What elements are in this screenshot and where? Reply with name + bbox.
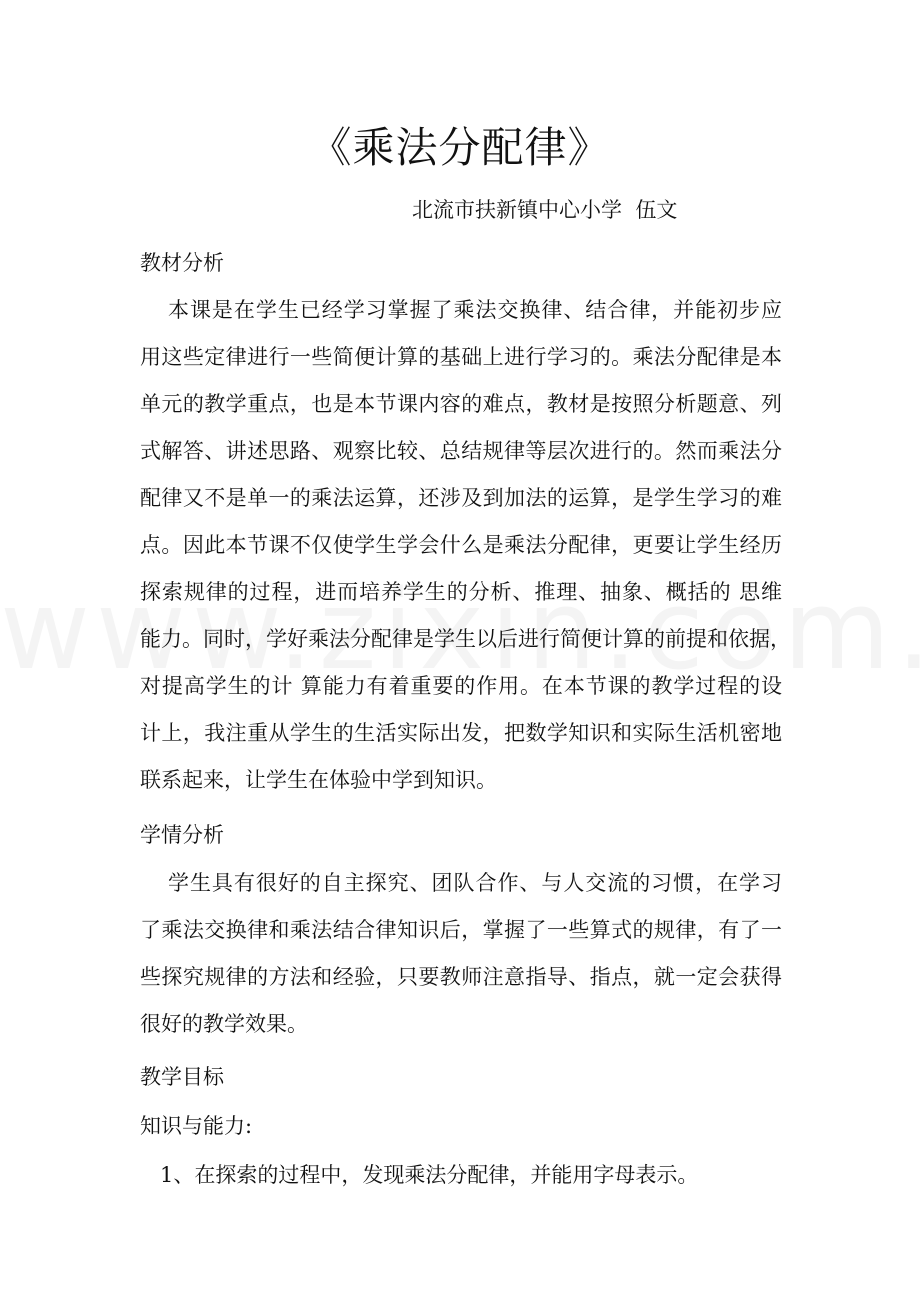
student-analysis-paragraph <box>140 860 782 1048</box>
paragraph-line: 学生具有很好的自主探究、团队合作、与人交流的习惯，在学习 <box>168 871 782 895</box>
goal-item-1: 1、在探索的过程中，发现乘法分配律，并能用字母表示。 <box>160 1163 699 1187</box>
paragraph-line: 配律又不是单一的乘法运算，还涉及到加法的运算，是学生学习的难 <box>140 486 782 510</box>
paragraph-line: 探索规律的过程，进而培养学生的分析、推理、抽象、概括的 思维 <box>140 580 782 604</box>
paragraph-line: 很好的教学效果。 <box>140 1012 308 1036</box>
paragraph-line: 单元的教学重点，也是本节课内容的难点，教材是按照分析题意、列 <box>140 392 782 416</box>
heading-teaching-goals: 教学目标 <box>140 1065 224 1089</box>
heading-student-analysis: 学情分析 <box>140 823 224 847</box>
author-line: 北流市扶新镇中心小学 伍文 <box>412 198 678 222</box>
document-title: 《乘法分配律》 <box>309 123 611 172</box>
paragraph-line: 点。因此本节课不仅使学生学会什么是乘法分配律，更要让学生经历 <box>140 533 782 557</box>
heading-materials-analysis: 教材分析 <box>140 251 224 275</box>
paragraph-line: 能力。同时，学好乘法分配律是学生以后进行简便计算的前提和依据， <box>140 627 791 651</box>
materials-analysis-paragraph <box>140 287 791 804</box>
paragraph-line: 计上，我注重从学生的生活实际出发，把数学知识和实际生活机密地 <box>140 721 782 745</box>
paragraph-line: 式解答、讲述思路、观察比较、总结规律等层次进行的。然而乘法分 <box>140 439 782 463</box>
paragraph-line: 联系起来，让学生在体验中学到知识。 <box>140 768 497 792</box>
paragraph-line: 用这些定律进行一些简便计算的基础上进行学习的。乘法分配律是本 <box>140 345 782 369</box>
paragraph-line: 些探究规律的方法和经验，只要教师注意指导、指点，就一定会获得 <box>140 965 782 989</box>
paragraph-line: 本课是在学生已经学习掌握了乘法交换律、结合律，并能初步应 <box>168 298 782 322</box>
heading-knowledge-ability: 知识与能力: <box>140 1114 253 1138</box>
paragraph-line: 对提高学生的计 算能力有着重要的作用。在本节课的教学过程的设 <box>140 674 782 698</box>
paragraph-line: 了乘法交换律和乘法结合律知识后，掌握了一些算式的规律，有了一 <box>140 918 782 942</box>
